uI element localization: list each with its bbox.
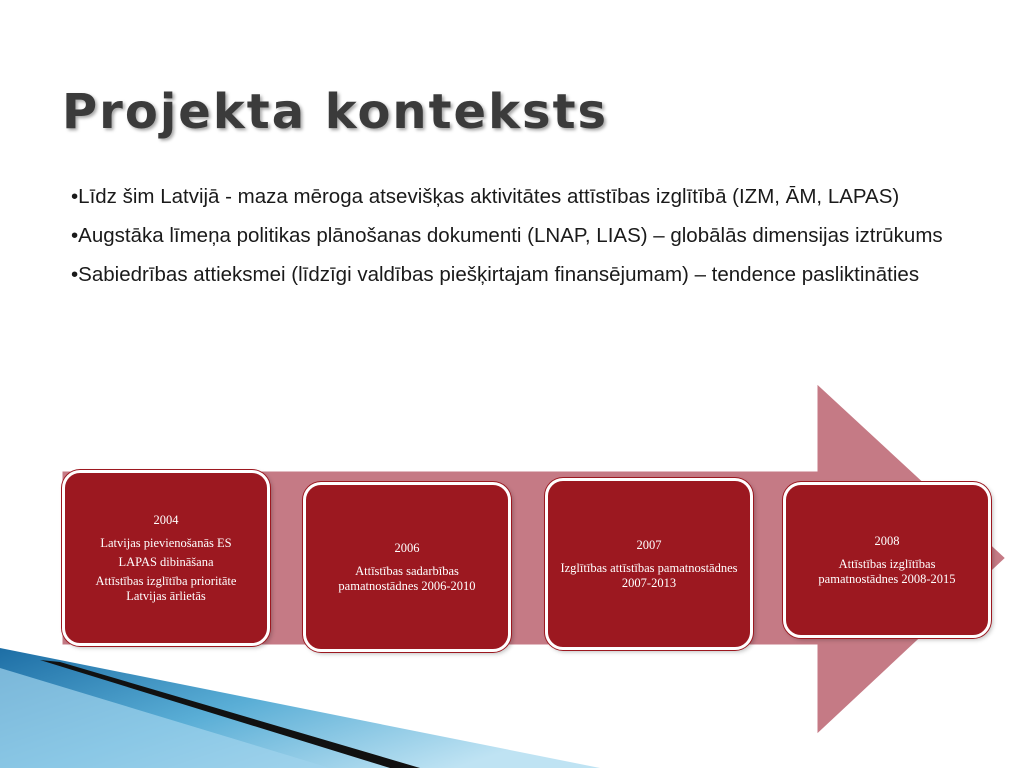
timeline-text: Attīstības izglītība prioritāte Latvijas ārlietās: [95, 573, 237, 603]
timeline-text: Attīstības sadarbības pamatnostādnes 2006-2010: [338, 563, 476, 593]
bullet-item: •Sabiedrības attieksmei (līdzīgi valdības piešķirtajam finansējumam) – tendence pasliktināties: [71, 263, 920, 286]
timeline-box-2006: [303, 482, 511, 652]
timeline-box-2008: [783, 482, 991, 638]
page-title: Projekta konteksts: [62, 84, 609, 141]
bullet-item: •Augstāka līmeņa politikas plānošanas dokumenti (LNAP, LIAS) – globālās dimensijas iztrūkums: [71, 224, 943, 247]
timeline-box-2004: [62, 470, 270, 646]
timeline-year: 2007: [636, 537, 662, 552]
timeline-text: Attīstības izglītības pamatnostādnes 2008-2015: [818, 556, 956, 586]
timeline-year: 2008: [874, 533, 900, 548]
timeline-text: LAPAS dibināšana: [118, 554, 214, 569]
bullet-item: •Līdz šim Latvijā - maza mēroga atsevišķas aktivitātes attīstības izglītībā (IZM, ĀM, LAPAS): [71, 185, 900, 208]
timeline-year: 2006: [394, 540, 420, 555]
timeline-box-2007: [545, 478, 753, 650]
timeline-text: Latvijas pievienošanās ES: [100, 535, 232, 550]
timeline-year: 2004: [153, 512, 179, 527]
timeline-text: Izglītības attīstības pamatnostādnes 2007-2013: [560, 560, 738, 590]
